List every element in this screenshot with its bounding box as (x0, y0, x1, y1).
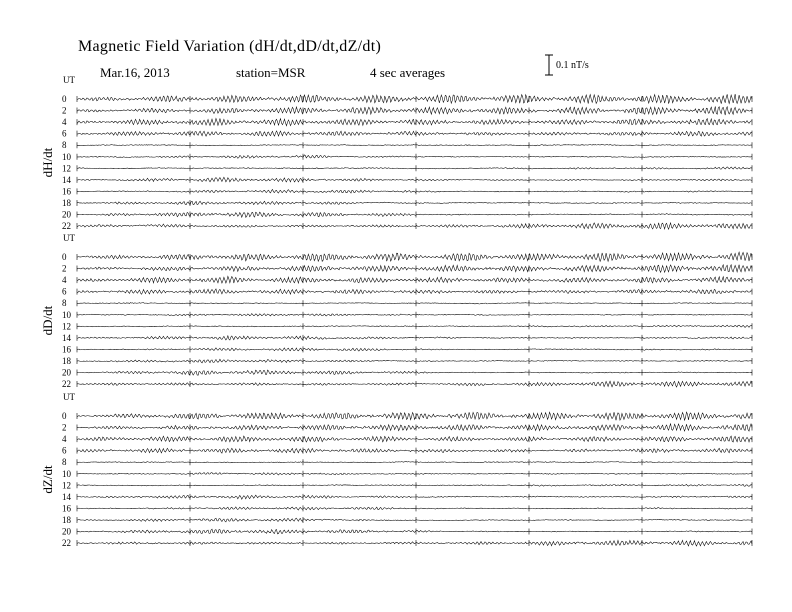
series-line (77, 412, 752, 420)
row-tick-label: 2 (62, 263, 67, 274)
series-line (77, 518, 752, 522)
series-line (77, 336, 752, 340)
series-line (77, 436, 752, 442)
series-line (77, 155, 752, 158)
row-tick-label: 4 (62, 275, 67, 286)
series-line (77, 252, 752, 261)
series-line (77, 529, 752, 534)
scale-bar-label: 0.1 nT/s (556, 60, 589, 71)
series-line (77, 106, 752, 115)
series-line (77, 473, 752, 476)
series-line (77, 177, 752, 182)
row-tick-label: 0 (62, 252, 67, 262)
row-tick-label: 16 (62, 344, 71, 355)
row-tick-label: 8 (62, 298, 67, 309)
series-line (77, 507, 752, 510)
panel-ylabel: dZ/dt (40, 465, 55, 494)
row-tick-label: 18 (62, 355, 71, 366)
averaging-label: 4 sec averages (370, 65, 446, 80)
series-line (77, 131, 752, 136)
panel-ylabel: dH/dt (40, 147, 55, 178)
series-line (77, 118, 752, 125)
series-line (77, 348, 752, 351)
ut-label: UT (63, 75, 75, 85)
row-tick-label: 2 (62, 105, 67, 116)
series-line (77, 314, 752, 316)
panel-z (40, 392, 752, 548)
row-tick-label: 10 (62, 309, 71, 320)
row-tick-label: 8 (62, 457, 67, 468)
chart-title: Magnetic Field Variation (dH/dt,dD/dt,dZ/dt) (78, 38, 382, 55)
row-tick-label: 12 (62, 480, 71, 491)
series-line (77, 495, 752, 499)
row-tick-label: 14 (62, 174, 71, 185)
series-line (77, 223, 752, 229)
series-line (77, 265, 752, 273)
series-line (77, 448, 752, 453)
row-tick-label: 20 (62, 526, 71, 537)
row-tick-label: 6 (62, 445, 67, 456)
row-tick-label: 10 (62, 468, 71, 479)
date-label: Mar.16, 2013 (100, 65, 170, 80)
series-line (77, 325, 752, 327)
row-tick-label: 20 (62, 209, 71, 220)
row-tick-label: 22 (62, 538, 71, 549)
series-line (77, 276, 752, 283)
row-tick-label: 22 (62, 221, 71, 232)
row-tick-label: 22 (62, 379, 71, 390)
series-line (77, 424, 752, 431)
row-tick-label: 18 (62, 514, 71, 525)
row-tick-label: 6 (62, 128, 67, 139)
row-tick-label: 18 (62, 197, 71, 208)
scale-bar (545, 55, 553, 75)
series-line (77, 381, 752, 387)
series-line (77, 484, 752, 486)
panel-h (40, 75, 752, 231)
row-tick-label: 2 (62, 422, 67, 433)
series-line (77, 212, 752, 217)
row-tick-label: 4 (62, 117, 67, 128)
series-line (77, 370, 752, 375)
series-line (77, 289, 752, 294)
row-tick-label: 12 (62, 163, 71, 174)
row-tick-label: 14 (62, 332, 71, 343)
series-line (77, 359, 752, 363)
panel-d (40, 233, 752, 389)
row-tick-label: 14 (62, 491, 71, 502)
series-line (77, 540, 752, 546)
series-line (77, 462, 752, 463)
row-tick-label: 16 (62, 186, 71, 197)
series-line (77, 167, 752, 169)
row-tick-label: 10 (62, 151, 71, 162)
ut-label: UT (63, 392, 75, 402)
series-line (77, 94, 752, 104)
panel-ylabel: dD/dt (40, 305, 55, 336)
row-tick-label: 16 (62, 503, 71, 514)
row-tick-label: 6 (62, 286, 67, 297)
series-line (77, 144, 752, 145)
station-label: station=MSR (236, 65, 306, 80)
row-tick-label: 20 (62, 367, 71, 378)
series-line (77, 303, 752, 304)
ut-label: UT (63, 233, 75, 243)
series-line (77, 189, 752, 193)
row-tick-label: 0 (62, 94, 67, 104)
row-tick-label: 8 (62, 140, 67, 151)
row-tick-label: 4 (62, 434, 67, 445)
row-tick-label: 0 (62, 411, 67, 421)
series-line (77, 201, 752, 204)
row-tick-label: 12 (62, 321, 71, 332)
